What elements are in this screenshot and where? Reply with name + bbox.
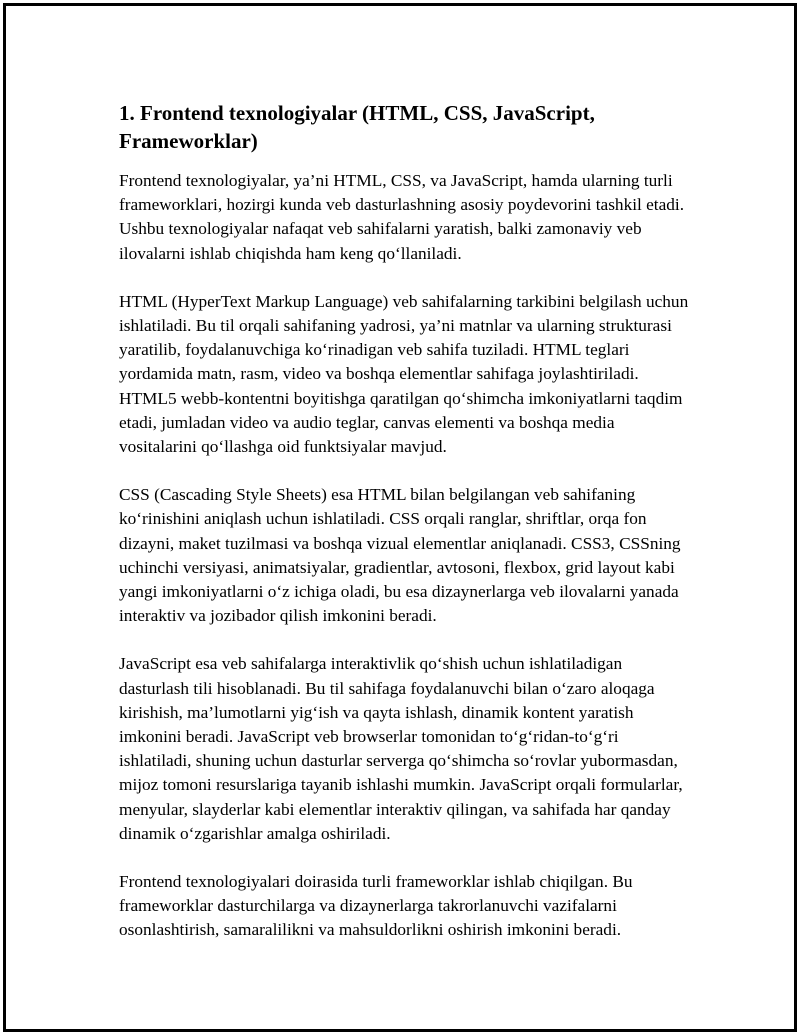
page-border: [3, 3, 797, 1032]
paragraph-javascript: JavaScript esa veb sahifalarga interaktivlik qo‘shish uchun ishlatiladigan dasturlash tili hisoblanadi. Bu til sahifaga foydalanuvchi bilan o‘zaro aloqaga kirishish, ma’lumotlarni yig‘ish va qayta ishlash, dinamik kontent yaratish imkonini beradi. JavaScript veb browserlar tomonidan to‘g‘ridan-to‘g‘ri ishlatiladi, shuning uchun dasturlar serverga qo‘shimcha so‘rovlar yubormasdan, mijoz tomoni resurslariga tayanib ishlashi mumkin. JavaScript orqali formularlar, menyular, slayderlar kabi elementlar interaktiv qilingan, va sahifada har qanday dinamik o‘zgarishlar amalga oshiriladi.: [119, 654, 683, 843]
paragraph-html: HTML (HyperText Markup Language) veb sahifalarning tarkibini belgilash uchun ishlatiladi. Bu til orqali sahifaning yadrosi, ya’ni matnlar va ularning strukturasi yaratilib, foydalanuvchiga ko‘rinadigan veb sahifa tuziladi. HTML teglari yordamida matn, rasm, video va boshqa elementlar sahifaga joylashtiriladi. HTML5 webb-kontentni boyitishga qaratilgan qo‘shimcha imkoniyatlarni taqdim etadi, jumladan video va audio teglar, canvas elementi va boshqa media vositalarini qo‘llashga oid funktsiyalar mavjud.: [119, 291, 689, 457]
section-heading: 1. Frontend texnologiyalar (HTML, CSS, JavaScript, Frameworklar): [119, 101, 595, 153]
paragraph-css: CSS (Cascading Style Sheets) esa HTML bilan belgilangan veb sahifaning ko‘rinishini aniqlash uchun ishlatiladi. CSS orqali ranglar, shriftlar, orqa fon dizayni, maket tuzilmasi va boshqa vizual elementlar aniqlanadi. CSS3, CSSning uchinchi versiyasi, animatsiyalar, gradientlar, avtosoni, flexbox, grid layout kabi yangi imkoniyatlarni o‘z ichiga oladi, bu esa dizaynerlarga veb ilovalarni yanada interaktiv va jozibador qilish imkonini beradi.: [119, 485, 681, 626]
paragraph-intro: Frontend texnologiyalar, ya’ni HTML, CSS, va JavaScript, hamda ularning turli frameworklari, hozirgi kunda veb dasturlashning asosiy poydevorini tashkil etadi. Ushbu texnologiyalar nafaqat veb sahifalarni yaratish, balki zamonaviy veb ilovalarni ishlab chiqishda ham keng qo‘llaniladi.: [119, 171, 685, 263]
paragraph-frameworks: Frontend texnologiyalari doirasida turli frameworklar ishlab chiqilgan. Bu frameworklar dasturchilarga va dizaynerlarga takrorlanuvchi vazifalarni osonlashtirish, samaralilikni va mahsuldorlikni oshirish imkonini beradi.: [119, 872, 633, 940]
document-body: [119, 99, 694, 967]
